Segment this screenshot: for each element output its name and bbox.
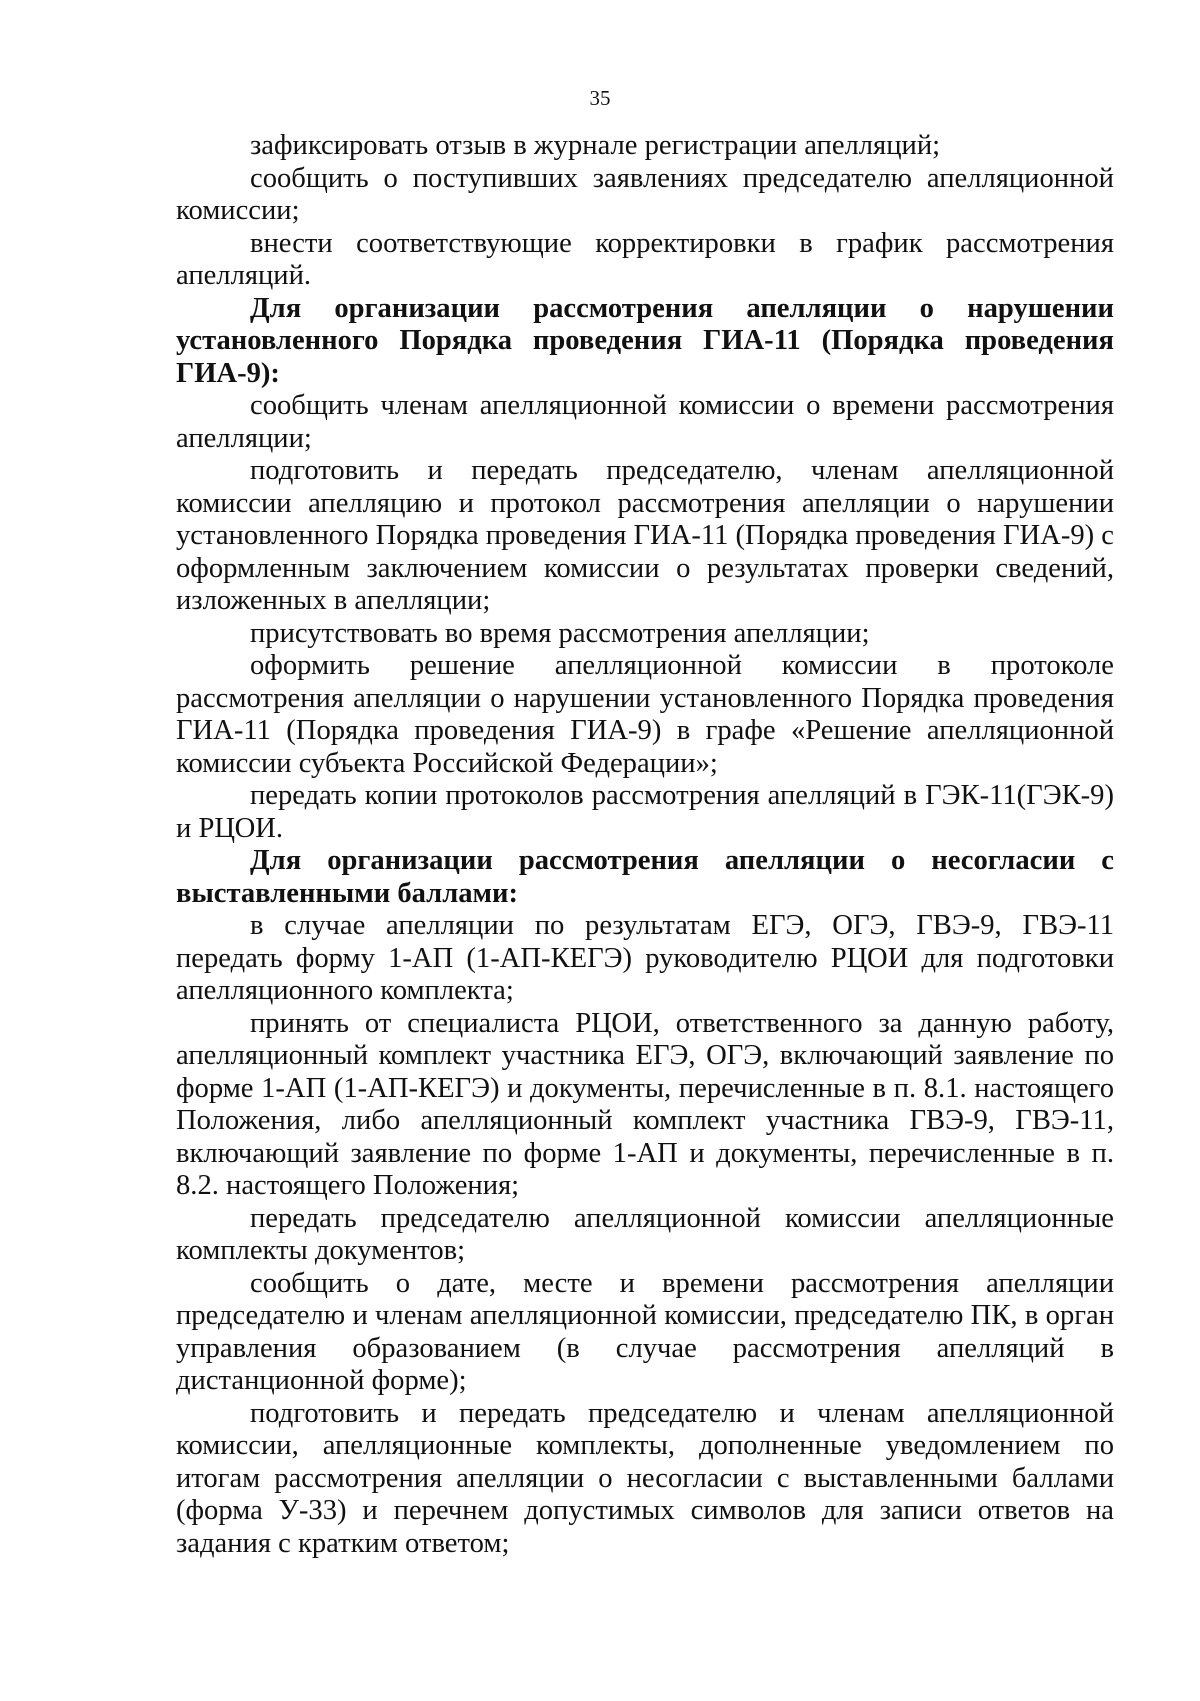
paragraph: сообщить членам апелляционной комиссии о времени рассмотрения апелляции; bbox=[176, 390, 1114, 454]
page-number: 35 bbox=[589, 86, 611, 110]
paragraph: в случае апелляции по результатам ЕГЭ, ОГЭ, ГВЭ-9, ГВЭ-11 передать форму 1-АП (1-АП-КЕГЭ) руководителю РЦОИ для подготовки апелляционного комплекта; bbox=[176, 910, 1114, 1006]
paragraph: внести соответствующие корректировки в график рассмотрения апелляций. bbox=[176, 227, 1114, 291]
paragraph: передать председателю апелляционной комиссии апелляционные комплекты документов; bbox=[176, 1202, 1114, 1266]
paragraph: передать копии протоколов рассмотрения апелляций в ГЭК-11(ГЭК-9) и РЦОИ. bbox=[176, 780, 1114, 844]
section-heading: Для организации рассмотрения апелляции о несогласии с выставленными баллами: bbox=[176, 845, 1114, 909]
paragraph: сообщить о поступивших заявлениях председателю апелляционной комиссии; bbox=[176, 162, 1114, 226]
document-body bbox=[176, 130, 1114, 1560]
paragraph: зафиксировать отзыв в журнале регистрации апелляций; bbox=[250, 130, 941, 161]
paragraph: подготовить и передать председателю и членам апелляционной комиссии, апелляционные комплекты, дополненные уведомлением по итогам рассмотрения апелляции о несогласии с выставленными баллами (форма У-33) и перечнем допустимых символов для записи ответов на задания с кратким ответом; bbox=[176, 1397, 1114, 1559]
paragraph: подготовить и передать председателю, членам апелляционной комиссии апелляцию и протокол рассмотрения апелляции о нарушении установленного Порядка проведения ГИА-11 (Порядка проведения ГИА-9) с оформленным заключением комиссии о результатах проверки сведений, изложенных в апелляции; bbox=[176, 455, 1114, 616]
paragraph: сообщить о дате, месте и времени рассмотрения апелляции председателю и членам апелляционной комиссии, председателю ПК, в орган управления образованием (в случае рассмотрения апелляций в дистанционной форме); bbox=[176, 1267, 1114, 1396]
paragraph: принять от специалиста РЦОИ, ответственного за данную работу, апелляционный комплект участника ЕГЭ, ОГЭ, включающий заявление по форме 1-АП (1-АП-КЕГЭ) и документы, перечисленные в п. 8.1. настоящего Положения, либо апелляционный комплект участника ГВЭ-9, ГВЭ-11, включающий заявление по форме 1-АП и документы, перечисленные в п. 8.2. настоящего Положения; bbox=[176, 1007, 1114, 1201]
paragraph: оформить решение апелляционной комиссии в протоколе рассмотрения апелляции о нарушении установленного Порядка проведения ГИА-11 (Порядка проведения ГИА-9) в графе «Решение апелляционной комиссии субъекта Российской Федерации»; bbox=[176, 650, 1114, 779]
paragraph: присутствовать во время рассмотрения апелляции; bbox=[250, 617, 870, 649]
section-heading: Для организации рассмотрения апелляции о нарушении установленного Порядка проведения ГИА-11 (Порядка проведения ГИА-9): bbox=[176, 292, 1114, 389]
